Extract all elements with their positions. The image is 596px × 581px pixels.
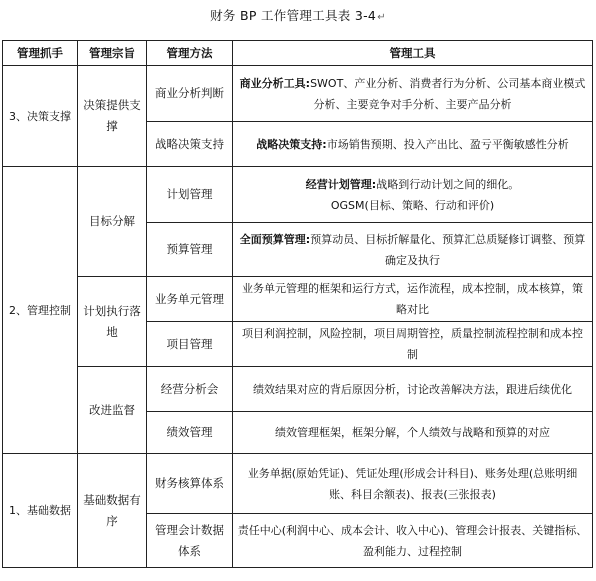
page-title: 财务 BP 工作管理工具表 3-4↵: [210, 8, 386, 23]
header-grip: 管理抓手: [3, 41, 78, 66]
header-tool: 管理工具: [233, 41, 593, 66]
tool-cell: 业务单元管理的框架和运行方式，运作流程，成本控制，成本核算，策略对比: [233, 277, 593, 322]
method-cell: 业务单元管理: [147, 277, 233, 322]
table-header-row: [3, 41, 593, 66]
method-cell: 管理会计数据体系: [147, 514, 233, 568]
tool-cell: 绩效管理框架，框架分解，个人绩效与战略和预算的对应: [233, 412, 593, 454]
tool-cell: 经营计划管理:战略到行动计划之间的细化。 OGSM(目标、策略、行动和评价): [233, 167, 593, 223]
method-cell: 财务核算体系: [147, 454, 233, 514]
grip-cell: 1、基础数据: [3, 454, 78, 568]
aim-cell: 计划执行落地: [78, 277, 147, 367]
header-method: 管理方法: [147, 41, 233, 66]
tool-cell: 全面预算管理:预算动员、目标折解量化、预算汇总质疑修订调整、预算确定及执行: [233, 223, 593, 277]
aim-cell: 基础数据有序: [78, 454, 147, 568]
grip-cell: 2、管理控制: [3, 167, 78, 454]
table-row: [3, 454, 593, 514]
method-cell: 绩效管理: [147, 412, 233, 454]
method-cell: 预算管理: [147, 223, 233, 277]
method-cell: 经营分析会: [147, 367, 233, 412]
table-row: [3, 66, 593, 122]
grip-cell: 3、决策支撑: [3, 66, 78, 167]
tool-cell: 责任中心(利润中心、成本会计、收入中心)、管理会计报表、关键指标、盈利能力、过程控制: [233, 514, 593, 568]
aim-cell: 目标分解: [78, 167, 147, 277]
management-tools-table: [2, 40, 593, 568]
aim-cell: 决策提供支撑: [78, 66, 147, 167]
table-row: [3, 367, 593, 412]
tool-cell: 项目利润控制，风险控制，项目周期管控，质量控制流程控制和成本控制: [233, 322, 593, 367]
header-aim: 管理宗旨: [78, 41, 147, 66]
tool-cell: 战略决策支持:市场销售预期、投入产出比、盈亏平衡敏感性分析: [233, 122, 593, 167]
tool-cell: 绩效结果对应的背后原因分析，讨论改善解决方法，跟进后续优化: [233, 367, 593, 412]
method-cell: 战略决策支持: [147, 122, 233, 167]
method-cell: 计划管理: [147, 167, 233, 223]
table-row: [3, 277, 593, 322]
aim-cell: 改进监督: [78, 367, 147, 454]
method-cell: 商业分析判断: [147, 66, 233, 122]
method-cell: 项目管理: [147, 322, 233, 367]
tool-cell: 商业分析工具:SWOT、产业分析、消费者行为分析、公司基本商业模式分析、主要竞争对手分析、主要产品分析: [233, 66, 593, 122]
tool-cell: 业务单据(原始凭证)、凭证处理(形成会计科目)、账务处理(总账明细账、科目余额表)、报表(三张报表): [233, 454, 593, 514]
table-row: [3, 167, 593, 223]
